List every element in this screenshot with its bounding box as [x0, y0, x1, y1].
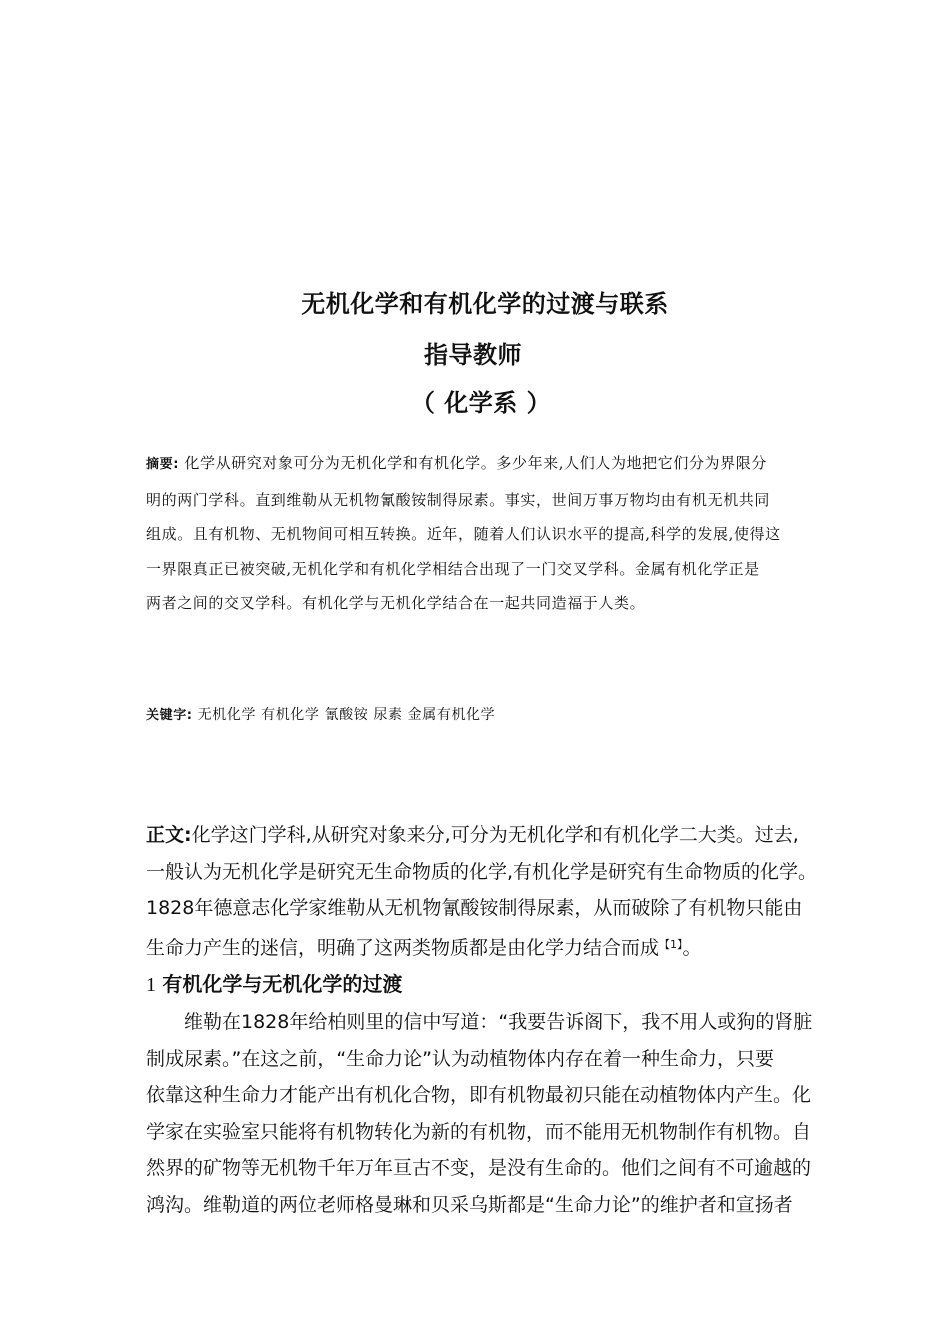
main-line [146, 817, 816, 854]
main-line [146, 927, 816, 967]
keywords-label: 关键字: [146, 708, 193, 723]
main-text: 化学这门学科,从研究对象来分,可分为无机化学和有机化学二大类。过去, [191, 824, 799, 846]
section-number: 1 [146, 974, 156, 996]
section-line: 学家在实验室只能将有机物转化为新的有机物，而不能用无机物制作有机物。自 [146, 1120, 812, 1143]
abstract-label: 摘要: [146, 457, 179, 472]
main-text-end: 。 [682, 936, 702, 959]
section-heading [146, 966, 402, 1003]
main-paragraph [146, 817, 816, 966]
section-title: 有机化学与无机化学的过渡 [162, 972, 403, 996]
keywords [146, 704, 826, 724]
document-title: 无机化学和有机化学的过渡与联系 [301, 290, 669, 318]
abstract-text: 化学从研究对象可分为无机化学和有机化学。多少年来,人们人为地把它们分为界限分 [179, 454, 767, 472]
main-label: 正文: [146, 824, 192, 846]
section-line: 依靠这种生命力才能产出有机化合物，即有机物最初只能在动植物体内产生。化 [146, 1084, 812, 1106]
section-line: 鸿沟。维勒道的两位老师格曼琳和贝采乌斯都是“生命力论”的维护者和宣扬者 [146, 1193, 793, 1216]
main-line: 一般认为无机化学是研究无生命物质的化学,有机化学是研究有生命物质的化学。 [146, 860, 818, 883]
abstract-line [146, 446, 816, 483]
section-paragraph [146, 1004, 816, 1223]
abstract-line: 组成。且有机物、无机物间可相互转换。近年，随着人们认识水平的提高,科学的发展,使得这 [146, 525, 781, 543]
section-line: 维勒在1828年给柏则里的信中写道：“我要告诉阁下，我不用人或狗的肾脏 [184, 1011, 813, 1033]
section-line: 然界的矿物等无机物千年万年亘古不变，是没有生命的。他们之间有不可逾越的 [146, 1157, 812, 1179]
abstract-line: 两者之间的交叉学科。有机化学与无机化学结合在一起共同造福于人类。 [146, 594, 646, 612]
advisor-line: 指导教师 [424, 341, 522, 369]
abstract [146, 446, 816, 621]
citation-ref: 【1】 [659, 937, 683, 951]
main-text: 生命力产生的迷信，明确了这两类物质都是由化学力结合而成 [146, 936, 660, 959]
abstract-line: 一界限真正已被突破,无机化学和有机化学相结合出现了一门交叉学科。金属有机化学正是 [146, 559, 760, 578]
keywords-text: 无机化学 有机化学 氰酸铵 尿素 金属有机化学 [192, 707, 496, 723]
section-line: 制成尿素。”在这之前，“生命力论”认为动植物体内存在着一种生命力，只要 [146, 1047, 775, 1070]
abstract-line: 明的两门学科。直到维勒从无机物氰酸铵制得尿素。事实，世间万事万物均由有机无机共同 [146, 490, 771, 509]
department-line: （ 化学系 ） [410, 389, 552, 417]
main-line: 1828年德意志化学家维勒从无机物氰酸铵制得尿素，从而破除了有机物只能由 [146, 897, 803, 919]
